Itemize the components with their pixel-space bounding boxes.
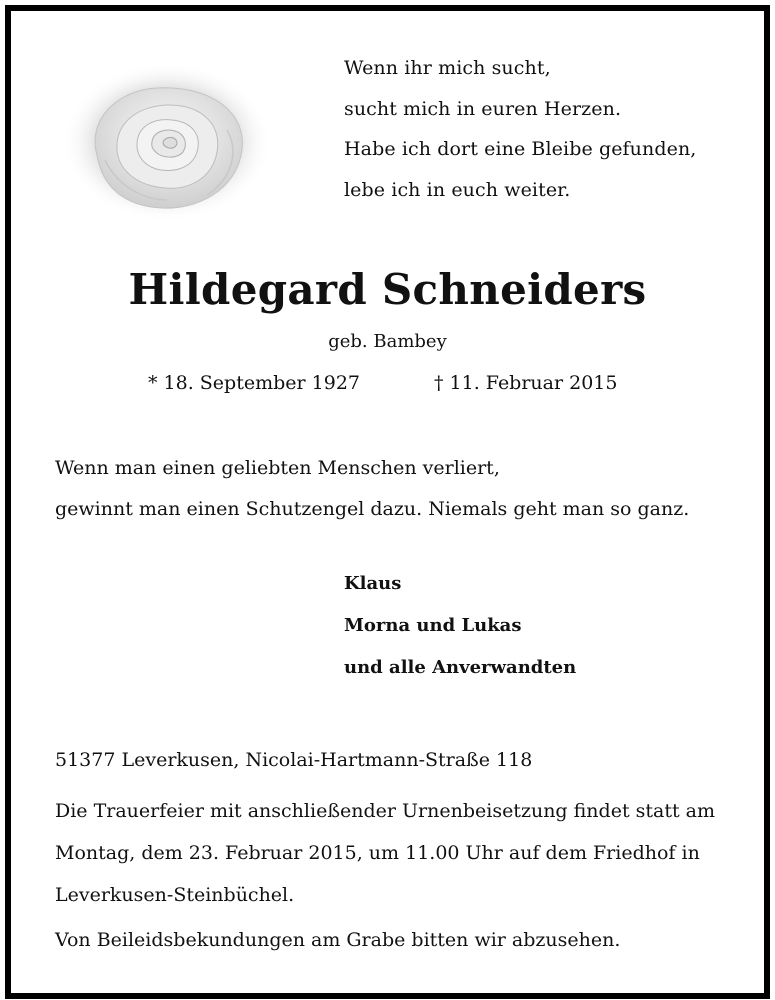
birth-date: * 18. September 1927: [148, 372, 360, 394]
poem-line: lebe ich in euch weiter.: [344, 178, 571, 201]
quote: [55, 448, 689, 530]
poem-line: Habe ich dort eine Bleibe gefunden,: [344, 138, 697, 160]
deceased-name: Hildegard Schneiders: [128, 265, 647, 314]
mourner-name: Morna und Lukas: [344, 615, 522, 636]
death-date: † 11. Februar 2015: [434, 372, 618, 394]
service-line: Leverkusen-Steinbüchel.: [55, 884, 295, 906]
mourner-name: und alle Anverwandten: [344, 657, 577, 678]
condolence-note: Von Beileidsbekundungen am Grabe bitten wir abzusehen.: [55, 929, 621, 951]
poem: [344, 48, 696, 210]
service-line: Die Trauerfeier mit anschließender Urnenbeisetzung findet statt am: [55, 800, 715, 822]
quote-line: Wenn man einen geliebten Menschen verliert,: [55, 457, 500, 479]
poem-line: Wenn ihr mich sucht,: [344, 57, 551, 79]
address: 51377 Leverkusen, Nicolai-Hartmann-Straße 118: [55, 749, 533, 771]
quote-line: gewinnt man einen Schutzengel dazu. Niemals geht man so ganz.: [55, 498, 690, 520]
rose-icon: [57, 60, 277, 225]
service-info: [55, 790, 715, 916]
mourner-name: Klaus: [344, 573, 402, 594]
maiden-name: geb. Bambey: [328, 331, 447, 352]
mourners-list: [344, 563, 576, 689]
service-line: Montag, dem 23. Februar 2015, um 11.00 Uhr auf dem Friedhof in: [55, 842, 700, 864]
poem-line: sucht mich in euren Herzen.: [344, 97, 622, 120]
